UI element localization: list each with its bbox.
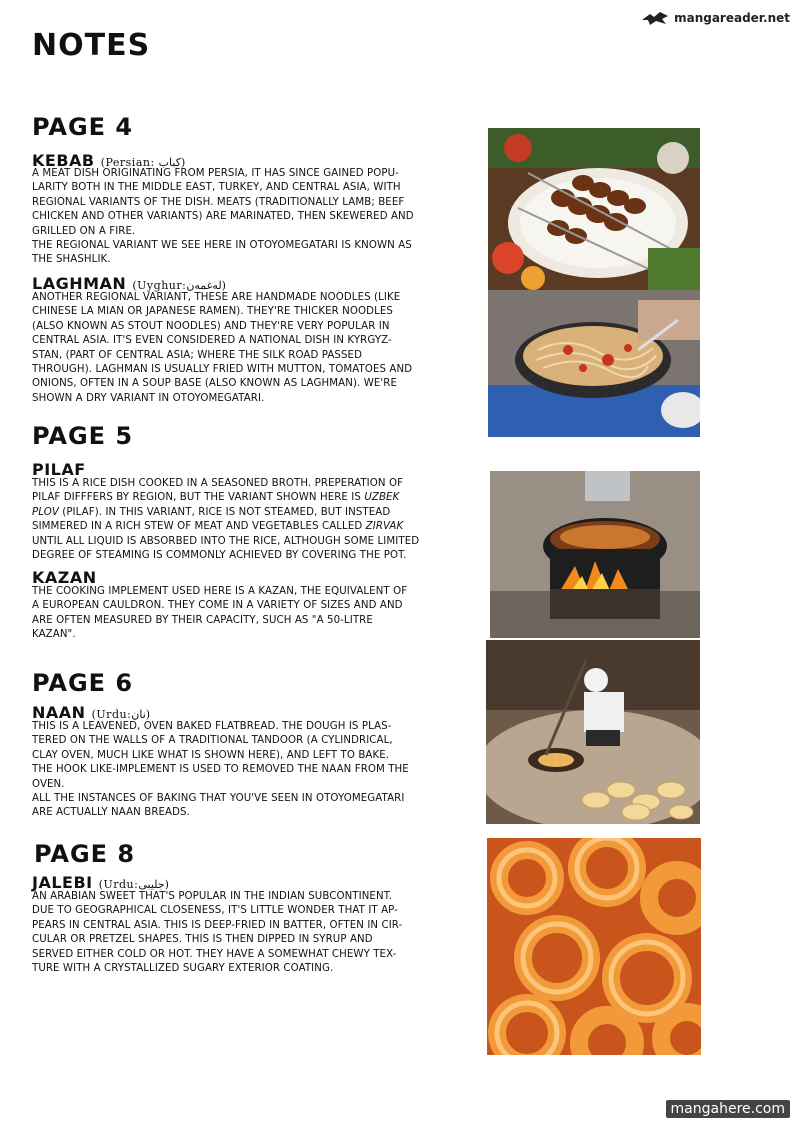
kebab-origin: (Persian: کباب) <box>100 156 186 169</box>
text-line: CHICKEN AND OTHER VARIANTS) ARE MARINATED, THEN SKEWERED AND <box>32 211 414 223</box>
text-line: AN ARABIAN SWEET THAT'S POPULAR IN THE INDIAN SUBCONTINENT. <box>32 891 393 902</box>
text-line: THIS IS A LEAVENED, OVEN BAKED FLATBREAD. THE DOUGH IS PLAS- <box>32 721 392 732</box>
italic-term: ZIRVAK <box>365 521 404 533</box>
ninja-logo-icon <box>640 10 670 26</box>
page-4-heading: PAGE 4 <box>32 113 134 141</box>
page-8-heading: PAGE 8 <box>34 840 136 868</box>
text-line: SHOWN A DRY VARIANT IN OTOYOMEGATARI. <box>32 392 265 404</box>
text-line: ARE ACTUALLY NAAN BREADS. <box>32 807 190 819</box>
text-line: ONIONS, OFTEN IN A SOUP BASE (ALSO KNOWN AS LAGHMAN). WE'RE <box>32 378 398 390</box>
italic-term: UZBEK <box>364 492 400 504</box>
naan-origin: (Urdu:نان) <box>91 708 151 721</box>
text-line: CULAR OR PRETZEL SHAPES. THIS IS THEN DIPPED IN SYRUP AND <box>32 934 373 946</box>
kazan-description <box>32 585 492 643</box>
text-line: CLAY OVEN, MUCH LIKE WHAT IS SHOWN HERE), AND LEFT TO BAKE. <box>32 749 390 761</box>
naan-term-label: NAAN <box>32 703 86 722</box>
jalebi-term-label: JALEBI <box>32 873 93 892</box>
jalebi-description <box>32 890 492 976</box>
text-line: ALL THE INSTANCES OF BAKING THAT YOU'VE SEEN IN OTOYOMEGATARI <box>32 793 405 805</box>
text-line: DUE TO GEOGRAPHICAL CLOSENESS, IT'S LITTLE WONDER THAT IT AP- <box>32 905 398 917</box>
mangareader-watermark <box>640 10 790 26</box>
text-line: SERVED EITHER COLD OR HOT. THEY HAVE A SOMEWHAT CHEWY TEX- <box>32 948 397 960</box>
text-line: CHINESE LA MIAN OR JAPANESE RAMEN). THEY'RE THICKER NOODLES <box>32 306 393 318</box>
kebab-photo <box>488 128 700 290</box>
text-line: TURE WITH A CRYSTALLIZED SUGARY EXTERIOR COATING. <box>32 963 334 975</box>
laghman-photo <box>488 290 700 437</box>
text-line: GRILLED ON A FIRE. <box>32 225 136 237</box>
text-line <box>32 520 492 534</box>
text-line: TERED ON THE WALLS OF A TRADITIONAL TANDOOR (A CYLINDRICAL, <box>32 735 393 747</box>
jalebi-origin: (Urdu:جلیبی) <box>98 878 170 891</box>
text-line <box>32 506 492 520</box>
text-line: DEGREE OF STEAMING IS COMMONLY ACHIEVED BY COVERING THE POT. <box>32 550 407 562</box>
text-run: (PILAF). IN THIS VARIANT, RICE IS NOT STEAMED, BUT INSTEAD <box>58 506 391 518</box>
kebab-description <box>32 167 492 268</box>
kazan-photo <box>490 471 700 638</box>
mangahere-watermark: mangahere.com <box>666 1100 790 1118</box>
kazan-term-label: KAZAN <box>32 568 97 587</box>
text-line: THE COOKING IMPLEMENT USED HERE IS A KAZAN, THE EQUIVALENT OF <box>32 586 408 597</box>
text-line: A MEAT DISH ORIGINATING FROM PERSIA, IT HAS SINCE GAINED POPU- <box>32 168 399 179</box>
naan-photo <box>486 640 700 824</box>
laghman-description <box>32 291 492 406</box>
text-line: THE SHASHLIK. <box>32 254 111 266</box>
laghman-term-label: LAGHMAN <box>32 274 127 293</box>
text-line: REGIONAL VARIANTS OF THE DISH. MEATS (TRADITIONALLY LAMB; BEEF <box>32 196 405 208</box>
text-line: THIS IS A RICE DISH COOKED IN A SEASONED BROTH. PREPERATION OF <box>32 478 404 489</box>
text-line: ANOTHER REGIONAL VARIANT, THESE ARE HANDMADE NOODLES (LIKE <box>32 292 401 303</box>
kebab-term-label: KEBAB <box>32 151 95 170</box>
text-line: THE HOOK LIKE-IMPLEMENT IS USED TO REMOVED THE NAAN FROM THE <box>32 764 409 776</box>
page-6-heading: PAGE 6 <box>32 669 134 697</box>
watermark-top-text: mangareader.net <box>674 11 790 25</box>
text-line: OVEN. <box>32 778 65 790</box>
page-5-heading: PAGE 5 <box>32 422 134 450</box>
text-line: STAN, (PART OF CENTRAL ASIA; WHERE THE SILK ROAD PASSED <box>32 349 363 361</box>
text-line: ARE OFTEN MEASURED BY THEIR CAPACITY, SUCH AS "A 50-LITRE <box>32 614 373 626</box>
text-line: A EUROPEAN CAULDRON. THEY COME IN A VARIETY OF SIZES AND AND <box>32 600 403 612</box>
text-line: PEARS IN CENTRAL ASIA. THIS IS DEEP-FRIED IN BATTER, OFTEN IN CIR- <box>32 919 403 931</box>
text-line: THROUGH). LAGHMAN IS USUALLY FRIED WITH MUTTON, TOMATOES AND <box>32 364 413 376</box>
italic-term: PLOV <box>32 506 59 518</box>
naan-description <box>32 720 492 821</box>
text-run: PILAF DIFFFERS BY REGION, BUT THE VARIANT SHOWN HERE IS <box>32 492 365 504</box>
text-line: UNTIL ALL LIQUID IS ABSORBED INTO THE RICE, ALTHOUGH SOME LIMITED <box>32 535 420 547</box>
text-run: SIMMERED IN A RICH STEW OF MEAT AND VEGETABLES CALLED <box>32 521 366 533</box>
text-line <box>32 491 492 505</box>
laghman-origin: (Uyghur:لەغمەن) <box>132 279 227 292</box>
text-line: CENTRAL ASIA. IT'S EVEN CONSIDERED A NATIONAL DISH IN KYRGYZ- <box>32 335 392 347</box>
jalebi-photo <box>487 838 701 1055</box>
text-line: THE REGIONAL VARIANT WE SEE HERE IN OTOYOMEGATARI IS KNOWN AS <box>32 240 412 252</box>
page-title: NOTES <box>32 28 151 63</box>
text-line: KAZAN". <box>32 629 76 641</box>
pilaf-term-label: PILAF <box>32 460 86 479</box>
text-line: LARITY BOTH IN THE MIDDLE EAST, TURKEY, AND CENTRAL ASIA, WITH <box>32 182 401 194</box>
text-line: (ALSO KNOWN AS STOUT NOODLES) AND THEY'RE VERY POPULAR IN <box>32 320 390 332</box>
pilaf-description <box>32 477 492 563</box>
